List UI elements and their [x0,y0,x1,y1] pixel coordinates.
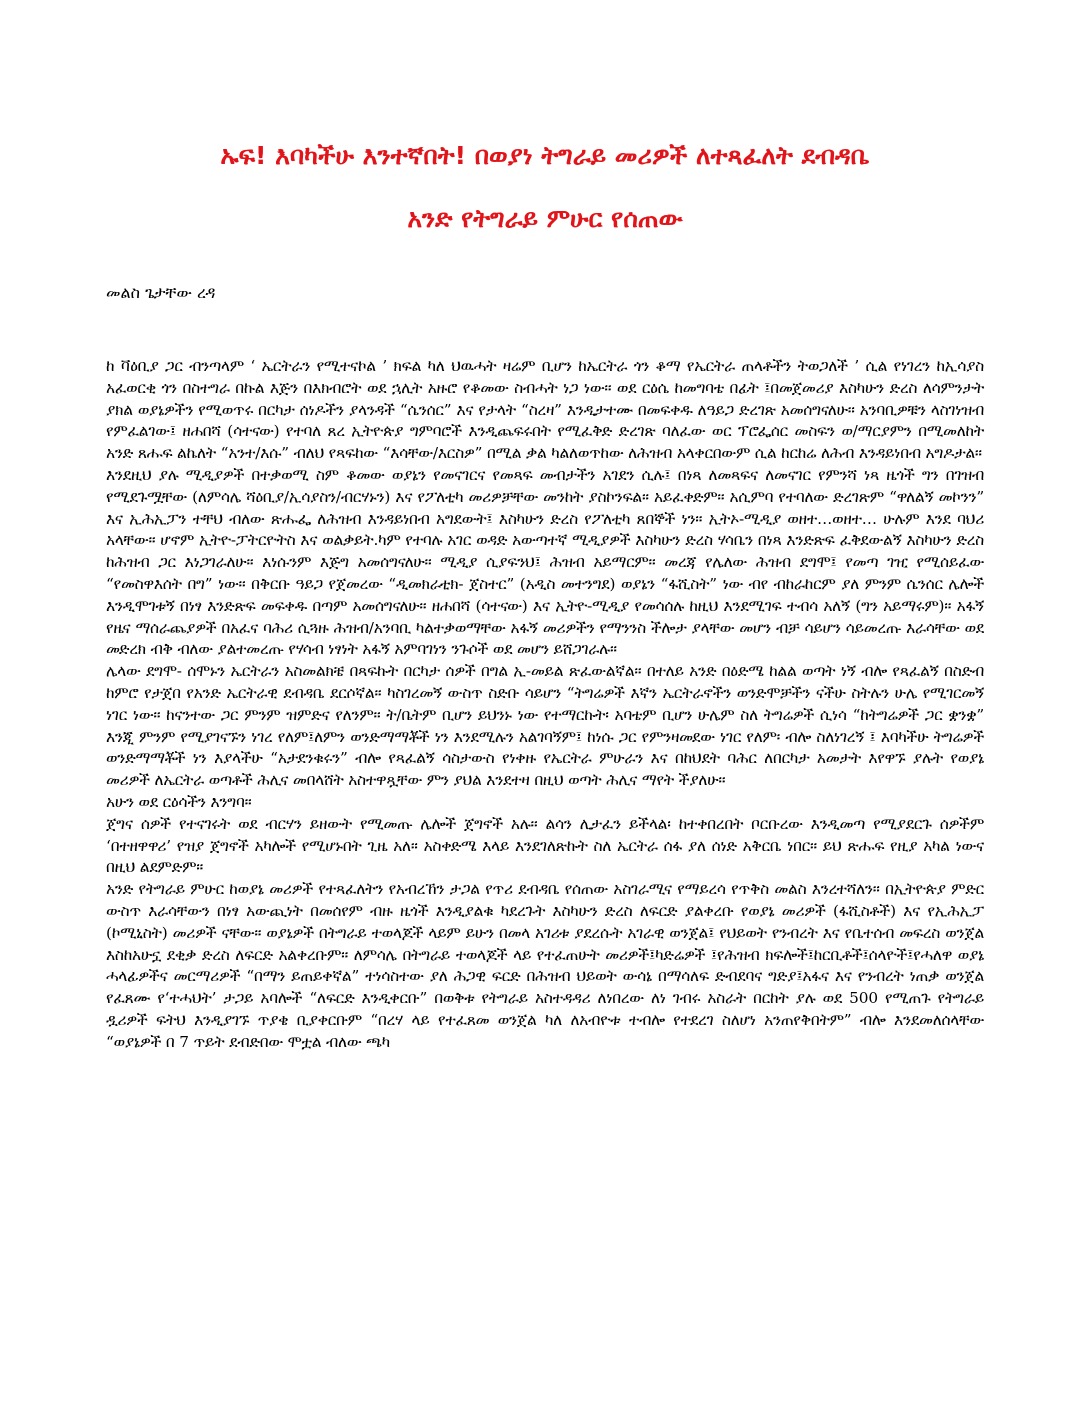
paragraph: አንድ የትግራይ ምሁር ከወያኔ መሪዎች የተጻፈለትን የአብረኸን ታጋል የጥሪ ደብዳቤ የሰጠው አስገራሚና የማይረሳ የጥቅስ መልስ እንረተሻለን፡፡ በኢትዮጵያ ምድር ውስጥ እራሳቸውን በነፃ አውጪነት በመሰየም ብዙ ዜጎች እንዲያልቁ ካደረጉት እስካሁን ድረስ ለፍርድ ያልቀረቡ የወያኔ መሪዎች (ፋሺስቶች) እና የኢሕኢፓ (ኮሚኒስት) መሪዎች ናቸው፡፡ ወያኔዎች በትግራይ ተወላጆች ላይም ይሁን በመላ አገሪቱ ያደረሱት አገራዊ ወንጀል፤ የህይወት የንብረት እና የቤተሰብ መፍረስ ወንጀል እስከአሁኗ ደቂቃ ድረስ ለፍርድ አልቀረቡም፡፡ ለምሳሌ በትግራይ ተወላጆች ላይ የተፈጠሁት መሪዎች፤ካድሬዎች ፤የሕዝብ ክፍሎች፤ከርቢቶች፤ሰላዮች፤የሓለዋ ወያኔ ሓላፊዎችና መርማሪዎች “በማን ይጠይቀኛል” ተነሳስተው ያለ ሕጋዊ ፍርድ በሕዝብ ህይወት ውሳኔ በማሳለፍ ድብደባና ግድያ፤አፋና እና የንብረት ነጠቃ ወንጀል የፈጸሙ የ‘ተሓህት’ ታጋይ አባሎች “ለፍርድ እንዲቀርቡ” በወቅቱ የትግራይ አስተዳዳሪ ለነበረው ለነ ገብሩ አስራት በርከት ያሉ ወደ 500 የሚጠጉ የትግራይ ዷሪዎች ፍትህ እንዲያገኙ ጥያቄ ቢያቀርቡም “በረሃ ላይ የተፈጸመ ወንጀል ካለ ለአብዮቱ ተብሎ የተደረገ ስለሆነ አንጠየቅበትም” ብሎ እንደመለሰላቸው “ወያኔዎች በ 7 ጥይት ደብድበው ሞቷል ብለው ጫካ [106,880,984,1051]
paragraph: እንደዚህ ያሉ ሚዲያዎች በተቃወሚ ስም ቆመው ወያኔን የመናገርና የመጻፍ መብታችን አገደን ሲሉ፤ በነጻ ለመጻፍና ለመናገር የምንሻ ነጻ ዜጎች ግን በገዝብ የሚደጉሟቸው (ለምሳሌ ሻዕቢያ/ኢሳያስን/ብርሃኑን) እና የፖለቲካ መሪዎቻቸው መንከት ያስኮንፍል፡፡ አይፈቀድም፡፡ አሲምባ የተባለው ድረገጽም “ዋለልኝ መኮንን” እና ኢሕኢፓን ተቸህ ብለው ጽሑፌ ለሕዝብ እንዳይነበብ አግደውት፤ እስካሁን ድረስ የፖለቲካ ጸበኞች ነን፡፡ ኢትኦ-ሚዲያ ወዘተ…ወዘተ… ሁሉም እንደ ባህሪ አላቸው፡፡ ሆኖም ኢትዮ-ፓትርዮትስ እና ወልቃይት.ካም የተባሉ አገር ወዳድ አውጣተኛ ሚዲያዎች እስካሁን ድረስ ሃሳቤን በነጻ እንድጽፍ ፈቅደውልኝ እስካሁን ድረስ ከሕዝብ ጋር እነጋገራለሁ፡፡ እነሱንም እጅግ አመሰግናለሁ፡፡ ሚዲያ ሲያፍንህ፤ ሕዝብ አይማርም፡፡ መረጃ የሌለው ሕዝብ ደግሞ፤ የመጣ ገዢ የሚሰይፈው “የመስዋእሰት በግ” ነው፡፡ በቅርቡ ዓይጋ የጀመረው “ዲመክራቲክ- ጀስተር” (አዲስ መተንግደ) ወያኔን “ፋሺስት” ነው ብየ ብከራከርም ያለ ምንም ሴንሰር ሌሎች እንዲሞገቱኝ በነፃ እንድጽፍ መፍቀዱ በጣም አመሰግናለሁ፡፡ ዘሐበሻ (ሳተናው) እና ኢትዮ-ሚዲያ የመሳሰሉ ከዚህ እንደሚገፍ ተብሳ አለኝ (ግን አይማሩም)፡፡ አፋኝ የዜና ማሰራጨያዎች በአፈና ባሕሪ ሲጓዙ ሕዝብ/አንባቢ ካልተቃወማቸው አፋኝ መሪዎችን የማንንስ ችሎታ ያላቸው መሆን ብቻ ሳይሆን ሳይመረጡ እራሳቸው ወደ መድረክ ብቅ ብለው ያልተመረጡ የሃሳብ ነፃነት አፋኝ አምባገነን ንጉሶች ወደ መሆን ይሸጋገራሉ፡፡ [106,465,984,659]
paragraph: ሌላው ደግሞ- ሰሞኑን ኤርትራን አስመልክቼ በጻፍኩት በርካታ ሰዎች በግል ኢ-መይል ጽፈውልኛል፡፡ በተለይ አንድ በዕድሜ ከልል ወጣት ነኝ ብሎ የጻፈልኝ በስድብ ከምሮ የታጀበ የአንድ ኤርትራዊ ደብዳቤ ደርሶኛል፡፡ ካስገረመኝ ውስጥ ስድቡ ሳይሆን “ትግሬዎች እኛን ኤርትራኖችን ወንድሞቻችን ናችሁ ስትሉን ሁሌ የሚገርመኝ ነገር ነው፡፡ ከናንተው ጋር ምንም ዝምድና የለንም፡፡ ት/ቤትም ቢሆን ይህንኑ ነው የተማርኩት፡ አባቴም ቢሆን ሁሌም ስለ ትግሬዎች ሲነሳ “ከትግሬዎች ጋር ቋንቋ” እንጂ ምንም የሚያገናኙን ነገረ የለም፤ለምን ወንድማማቾች ነን እንደሚሉን አልገባኝም፤ ከነሱ ጋር የምንዛመደው ነገር የለም፡ ብሎ ስለነገረኝ ፤ እባካችሁ ትግሬዎች ወንድማማቾች ነን እያላችሁ “አታደንቁሩን” ብሎ የጻፈልኝ ሳስታውስ የነቀዙ የኤርትራ ምሁራን እና በከህደት ባሕር ለበርካታ አመታት እየዋኙ ያሉት የወያኔ መሪዎች ለኤርትራ ወጣቶች ሕሊና መበላሸት አስተዋጿቸው ምን ያህል እንደተዛ በዚህ ወጣት ሕሊና ማየት ችያለሁ፡፡ [106,662,984,790]
paragraph: ጀግና ሰዎች የተናገሩት ወደ ብርሃን ይዘውት የሚመጡ ሌሎች ጀግኖች አሉ፡፡ ልሳን ሊታፈን ይችላል፡ ከተቀበረበት ቦርቡረው እንዲመጣ የሚያደርጉ ሰዎችም ‘በተዘዋዋሪ’ የዝያ ጀግኖች አካሎች የሚሆኑበት ጊዜ አለ፡፡ አስቀድሜ እላይ እንደገለጽኩት ስለ ኤርትራ ሰፋ ያለ ሰነድ አቅርቤ ነበር፡፡ ይህ ጽሑፍ የዚያ አካል ነውና በዚህ ልደምድም፡፡ [106,814,984,877]
paragraph: አሁን ወደ ርዕሳችን እንግባ፡፡ [106,792,252,811]
document-title-line-2: አንድ የትግራይ ምሁር የሰጠው [407,204,683,233]
document-title-line-1: ኡፍ! እባካችሁ እንተኛበት! በወያነ ትግራይ መሪዎች ለተጻፈለት ደብዳቤ [220,141,870,170]
paragraph: ከ ቫዕቢያ ጋር ብንጣላም ‘ ኤርትራን የሚተናኮል ’ ክፍል ካለ ህዉሓት ዛሬም ቢሆን ከኤርትራ ጎን ቆማ የኤርትራ ጠላቶችን ትወጋለች ’ ሲል የነገረን ከኢሳያስ አፈወርቂ ጎን በስተግራ በኩል እጅን በእክብሮት ወደ ኋሊት አዙሮ የቆመው ስብሓት ነጋ ነው፡፡ ወደ ርዕሴ ከመግባቴ በፊት ፤በመጀመሪያ እስካሁን ድረስ ለሳምንታት ያክል ወያኔዎችን የሚወጥሩ በርካታ ሰነዶችን ያላንዳች “ሴንሰር” እና የታላት “ስረዛ” እንዲታተሙ በመፍቀዱ ለዓይጋ ድረገጽ አመሰግናለሁ፡፡ አንባቢዎቹን ላስገነዝብ የምፈልገው፤ ዘሐበሻ (ሳተናው) የተባለ ጸረ ኢትዮጵያ ግምባሮች እንዲጨፍሩበት የሚፈቅድ ድረገጽ ባለፈው ወር ፕሮፌሰር መስፍን ወ/ማርያምን በሚመለከት አንድ ጸሑፍ ልኬለት “አንተ/እሱ” ብለህ የጻፍከው “እሳቸው/እርስዎ” በሚል ቃል ካልለወጥከው ለሕዝብ አላቀርበውም ሲል ከርከሬ ለሕብ እንዳይነበብ አግዶታል፡፡ [106,357,984,463]
author-byline: መልስ ጌታቸው ረዳ [106,283,216,302]
article-body [106,356,984,1054]
